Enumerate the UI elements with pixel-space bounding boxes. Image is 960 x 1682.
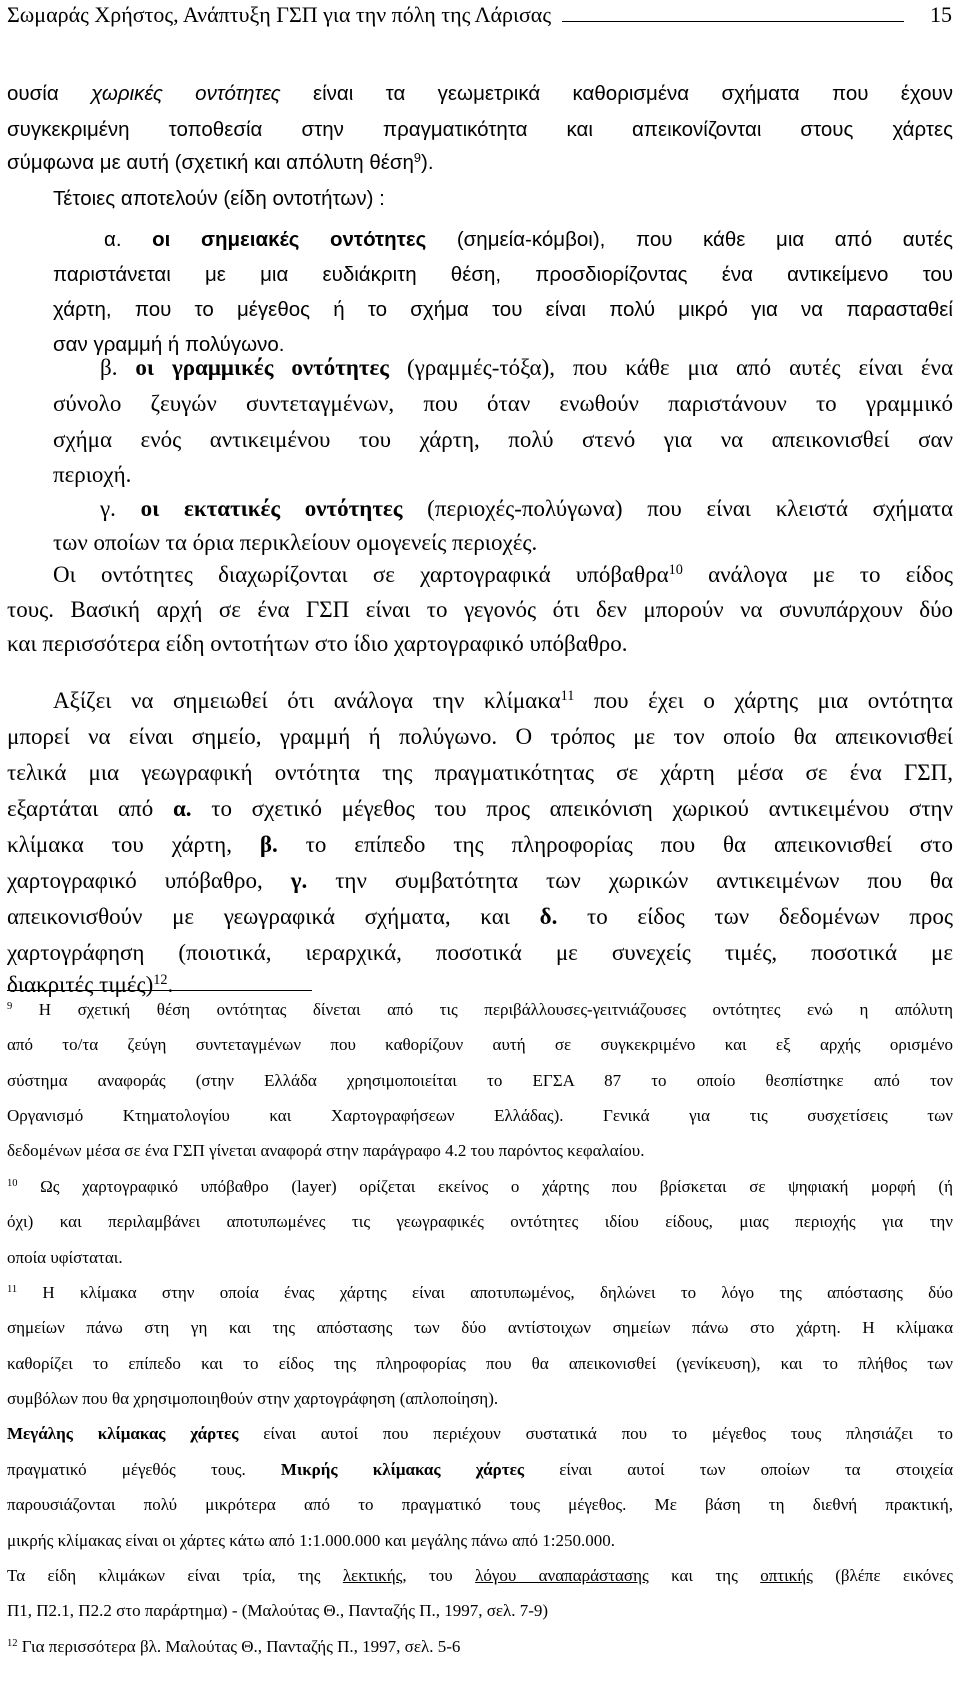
para2-line-7: απεικονισθούν με γεωγραφικά σχήματα, και δ. το είδος των δεδομένων προς [7, 904, 953, 929]
footnote-11-line-3: καθορίζει το επίπεδο και το είδος της πληροφορίας που θα απεικονισθεί (γενίκευση), και το πλήθος των [7, 1353, 953, 1373]
footnote-9-line-2: από το/τα ζεύγη συντεταγμένων που καθορίζουν αυτή σε συγκεκριμένο και εξ αρχής ορισμένο [7, 1035, 953, 1055]
intro-line-4: Τέτοιες αποτελούν (είδη οντοτήτων) : [53, 187, 385, 210]
para1-line-3: και περισσότερα είδη οντοτήτων στο ίδιο χαρτογραφικό υπόβαθρο. [7, 631, 628, 656]
footnote-9-line-4: Οργανισμό Κτηματολογίου και Χαρτογραφήσεων Ελλάδας). Γενικά για τις συσχετίσεις των [7, 1106, 953, 1126]
item-c-line-2: των οποίων τα όρια περικλείουν ομογενείς περιοχές. [53, 530, 538, 555]
para1-line-1: Οι οντότητες διαχωρίζονται σε χαρτογραφικά υπόβαθρα$^{10}$ ανάλογα με το είδος [53, 562, 953, 587]
footnote-ref-10[interactable]: 10 [668, 562, 683, 579]
page-number: 15 [930, 2, 952, 27]
intro-line-1: ουσία χωρικές οντότητες είναι τα γεωμετρικά καθορισμένα σχήματα που έχουν [7, 82, 953, 105]
footnote-9-line-5: δεδομένων μέσα σε ένα ΓΣΠ γίνεται αναφορά στην παράγραφο 4.2 του παρόντος κεφαλαίου. [7, 1141, 645, 1161]
item-c-term: οι εκτατικές οντότητες [140, 496, 403, 521]
footnote-10-line-1: $^{10}$ Ως χαρτογραφικό υπόβαθρο (layer) ορίζεται εκείνος ο χάρτης που βρίσκεται σε ψηφιακή μορφή (ή [7, 1176, 953, 1196]
footnote-11-line-4: συμβόλων που θα χρησιμοποιηθούν στην χαρτογράφηση (απλοποίηση). [7, 1389, 499, 1409]
footnote-ref-9[interactable]: 9 [413, 150, 421, 166]
footnote-ref-12[interactable]: 12 [153, 972, 168, 989]
para2-line-9: διακριτές τιμές)$^{12}$. [7, 972, 174, 997]
footnote-9-number: 9 [7, 1001, 13, 1013]
footnote-separator [7, 990, 312, 991]
item-b-line-2: σύνολο ζευγών συντεταγμένων, που όταν ενωθούν παριστάνουν το γραμμικό [53, 391, 953, 416]
para2-line-1: Αξίζει να σημειωθεί ότι ανάλογα την κλίμακα$^{11}$ που έχει ο χάρτης μια οντότητα [53, 688, 953, 713]
item-a-line-2: παριστάνεται με μια ευδιάκριτη θέση, προσδιορίζοντας ένα αντικείμενο του [53, 263, 953, 286]
footnote-12: $^{12}$ Για περισσότερα βλ. Μαλούτας Θ., Πανταζής Π., 1997, σελ. 5-6 [7, 1636, 461, 1656]
para2-line-6: χαρτογραφικό υπόβαθρο, γ. την συμβατότητα των χωρικών αντικειμένων που θα [7, 868, 953, 893]
item-b-line-4: περιοχή. [53, 462, 132, 487]
footnote-11-line-6: πραγματικό μέγεθός τους. Μικρής κλίμακας χάρτες είναι αυτοί των οποίων τα στοιχεία [7, 1459, 954, 1479]
footnote-11-line-10: Π1, Π2.1, Π2.2 στο παράρτημα) - (Μαλούτας Θ., Πανταζής Π., 1997, σελ. 7-9) [7, 1601, 549, 1621]
footnote-11-line-9: Τα είδη κλιμάκων είναι τρία, της λεκτικής, του λόγου αναπαράστασης και της οπτικής (βλέπε εικόνες [7, 1565, 953, 1585]
emphasis-spatial-entities: χωρικές οντότητες [91, 82, 281, 105]
intro-line-2: συγκεκριμένη τοποθεσία στην πραγματικότητα και απεικονίζονται στους χάρτες [7, 118, 953, 141]
footnote-10-line-3: οποία υφίσταται. [7, 1247, 123, 1267]
footnote-9-line-3: σύστημα αναφοράς (στην Ελλάδα χρησιμοποιείται το ΕΓΣΑ 87 το οποίο θεσπίστηκε από τον [7, 1070, 953, 1090]
item-a-line-1: α. οι σημειακές οντότητες (σημεία-κόμβοι), που κάθε μια από αυτές [104, 228, 953, 251]
footnote-9-line-1: $^9$ Η σχετική θέση οντότητας δίνεται από τις περιβάλλουσες-γειτνιάζουσες οντότητες ενώ η απόλυτη [7, 1000, 953, 1019]
footnote-11-line-2: σημείων πάνω στη γη και της απόστασης των δύο αντίστοιχων σημείων πάνω στο χάρτη. Η κλίμακα [7, 1318, 953, 1338]
footnote-10-line-2: όχι) και περιλαμβάνει αποτυπωμένες τις γεωγραφικές οντότητες ιδίου είδους, μιας περιοχής για την [7, 1212, 953, 1232]
item-a-line-3: χάρτη, που το μέγεθος ή το σχήμα του είναι πολύ μικρό για να παρασταθεί [53, 298, 953, 321]
footnote-11-line-1: $^{11}$ Η κλίμακα στην οποία ένας χάρτης είναι αποτυπωμένος, δηλώνει το λόγο της απόστασης δύο [7, 1282, 953, 1302]
para1-line-2: τους. Βασική αρχή σε ένα ΓΣΠ είναι το γεγονός ότι δεν μπορούν να συνυπάρχουν δύο [7, 597, 953, 622]
header-author-title: Σωμαράς Χρήστος, Ανάπτυξη ΓΣΠ για την πόλη της Λάρισας [7, 2, 552, 27]
para2-line-5: κλίμακα του χάρτη, β. το επίπεδο της πληροφορίας που θα απεικονισθεί στο [7, 832, 953, 857]
item-a-term: οι σημειακές οντότητες [152, 228, 427, 251]
item-c-line-1: γ. οι εκτατικές οντότητες (περιοχές-πολύγωνα) που είναι κλειστά σχήματα [100, 496, 953, 521]
para2-line-2: μπορεί να είναι σημείο, γραμμή ή πολύγωνο. Ο τρόπος με τον οποίο θα απεικονισθεί [7, 724, 953, 749]
footnote-12-number: 12 [7, 1637, 18, 1649]
footnote-11-line-7: παρουσιάζονται πολύ μικρότερα από το πραγματικό τους μέγεθος. Με βάση τη διεθνή πρακτική, [7, 1495, 953, 1515]
para2-line-4: εξαρτάται από α. το σχετικό μέγεθος του προς απεικόνιση χωρικού αντικειμένου στην [7, 796, 953, 821]
item-a-line-4: σαν γραμμή ή πολύγωνο. [53, 333, 285, 356]
footnote-11-number: 11 [7, 1284, 18, 1296]
item-b-term: οι γραμμικές οντότητες [135, 355, 390, 380]
intro-line-3: σύμφωνα με αυτή (σχετική και απόλυτη θέση$^9$). [7, 150, 434, 174]
item-b-line-3: σχήμα ενός αντικειμένου του χάρτη, πολύ στενό για να απεικονισθεί σαν [53, 427, 953, 452]
footnote-10-number: 10 [7, 1178, 18, 1190]
footnote-11-line-8: μικρής κλίμακας είναι οι χάρτες κάτω από 1:1.000.000 και μεγάλης πάνω από 1:250.000. [7, 1530, 615, 1550]
item-b-line-1: β. οι γραμμικές οντότητες (γραμμές-τόξα), που κάθε μια από αυτές είναι ένα [100, 355, 953, 380]
footnote-11-line-5: Μεγάλης κλίμακας χάρτες είναι αυτοί που περιέχουν συστατικά που το μέγεθος τους πλησιάζει το [7, 1424, 953, 1444]
header-rule [562, 21, 904, 22]
para2-line-8: χαρτογράφηση (ποιοτικά, ιεραρχικά, ποσοτικά με συνεχείς τιμές, ποσοτικά με [7, 940, 953, 965]
running-header [7, 0, 952, 34]
footnote-ref-11[interactable]: 11 [560, 688, 575, 705]
para2-line-3: τελικά μια γεωγραφική οντότητα της πραγματικότητας σε χάρτη μέσα σε ένα ΓΣΠ, [7, 760, 953, 785]
